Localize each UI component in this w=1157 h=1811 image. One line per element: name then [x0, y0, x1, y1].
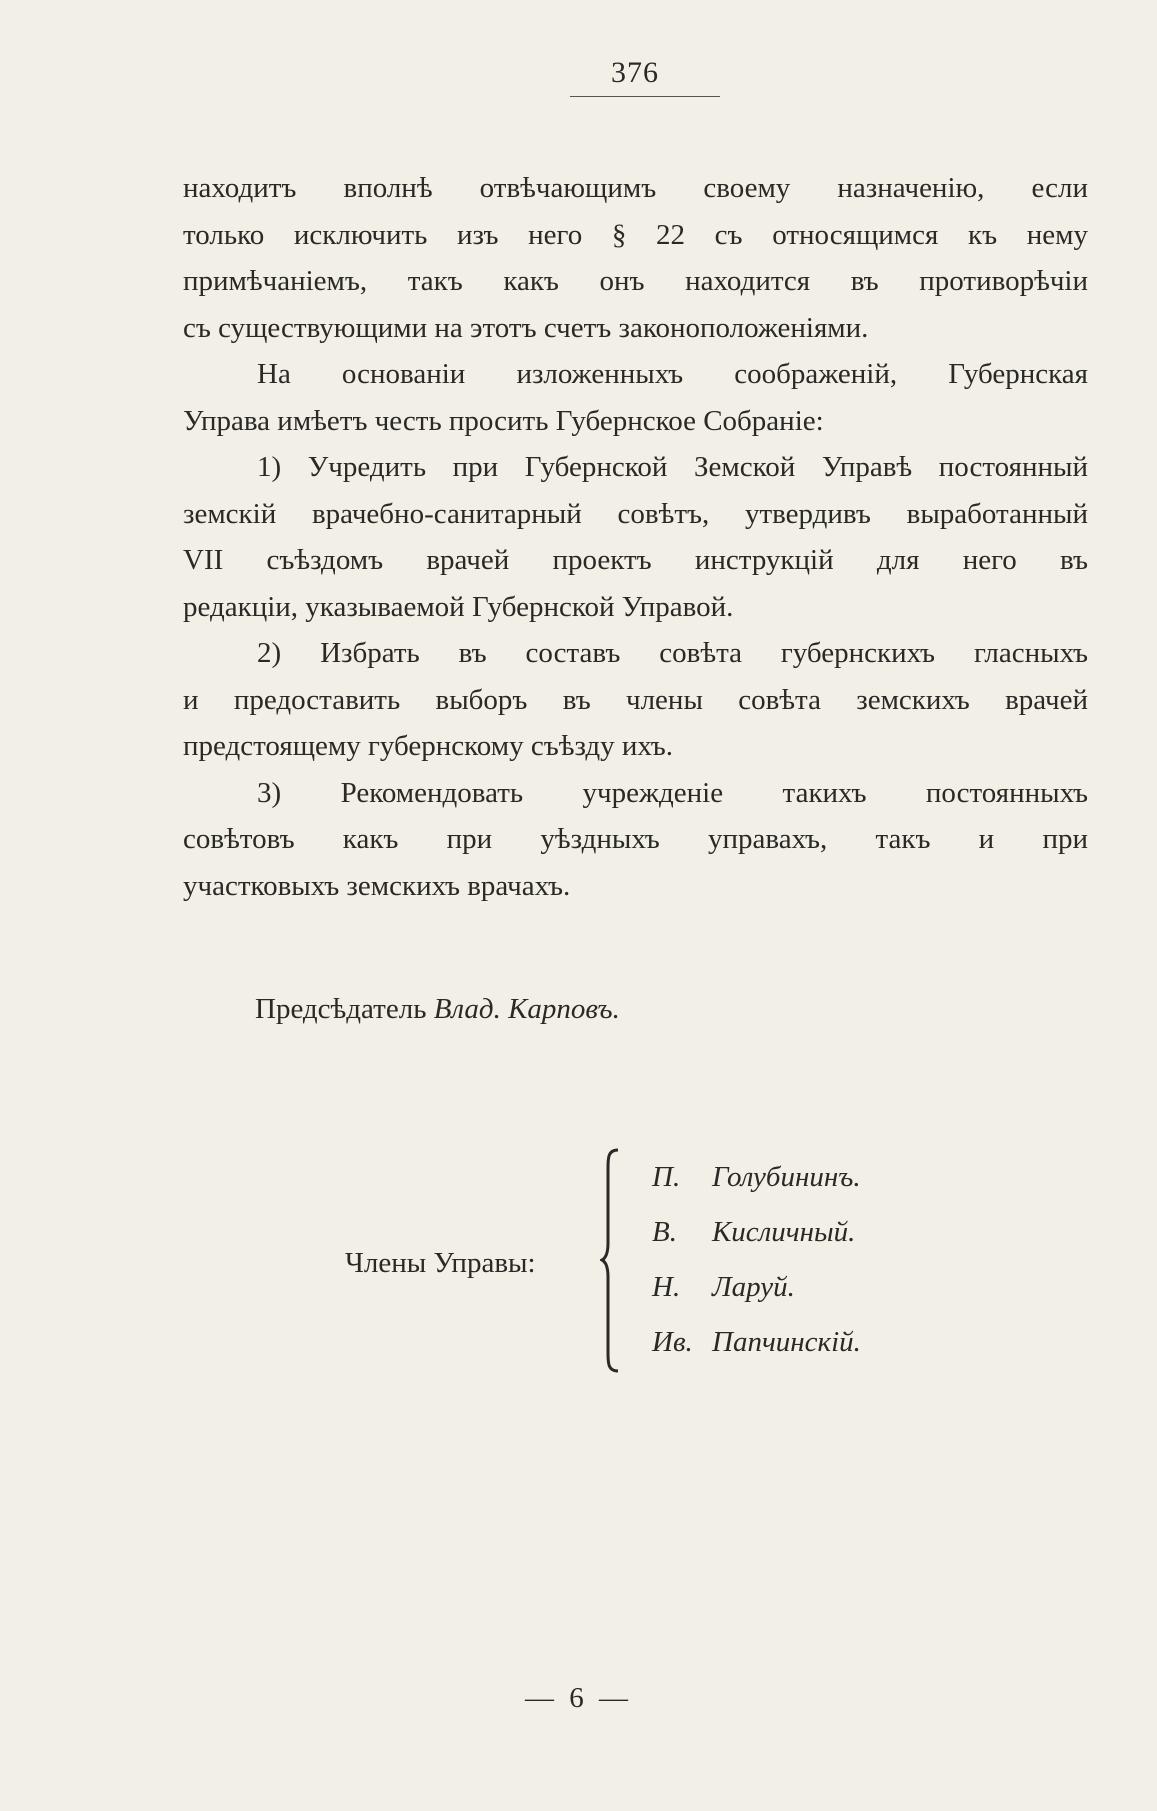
member-surname: Папчинскій.: [712, 1326, 861, 1358]
curly-brace-icon: [600, 1148, 622, 1373]
text-line: редакціи, указываемой Губернской Управой.: [183, 590, 734, 623]
text-line: съ существующими на этотъ счетъ законоположеніями.: [183, 311, 869, 344]
text-line: совѣтовъ какъ при уѣздныхъ управахъ, такъ и при: [183, 823, 1088, 855]
chairman-signature-line: [255, 993, 620, 1026]
member-surname: Кисличный.: [712, 1216, 856, 1248]
member-signature: [652, 1150, 861, 1205]
member-initial: Н.: [652, 1271, 681, 1303]
member-initial: В.: [652, 1216, 677, 1248]
members-list: [652, 1150, 861, 1370]
text-line: предстоящему губернскому съѣзду ихъ.: [183, 730, 674, 762]
text-line: примѣчаніемъ, такъ какъ онъ находится въ противорѣчіи: [183, 265, 1088, 297]
member-surname: Ларуй.: [712, 1271, 795, 1303]
chairman-signature: Влад. Карповъ.: [433, 993, 620, 1025]
footer-sheet-number: — 6 —: [525, 1682, 632, 1714]
text-line: 3) Рекомендовать учрежденіе такихъ постоянныхъ: [257, 776, 1088, 809]
members-label: Члены Управы:: [345, 1247, 536, 1279]
member-initial: П.: [652, 1161, 681, 1193]
body-text: [183, 165, 1088, 909]
text-line: Управа имѣетъ честь просить Губернское Собраніе:: [183, 404, 824, 437]
text-line: и предоставить выборъ въ члены совѣта земскихъ врачей: [183, 683, 1088, 716]
text-line: На основаніи изложенныхъ соображеній, Губернская: [257, 358, 1088, 390]
text-line: только исключить изъ него § 22 съ относящимся къ нему: [183, 218, 1088, 251]
member-signature: [652, 1315, 861, 1370]
text-line: 2) Избрать въ составъ совѣта губернскихъ гласныхъ: [257, 637, 1088, 669]
text-line: земскій врачебно-санитарный совѣтъ, утвердивъ выработанный: [183, 497, 1088, 530]
page-number: 376: [611, 56, 659, 89]
text-line: находитъ вполнѣ отвѣчающимъ своему назначенію, если: [183, 172, 1088, 204]
member-signature: [652, 1205, 861, 1260]
text-line: VII съѣздомъ врачей проектъ инструкцій для него въ: [183, 544, 1088, 576]
page-number-rule: [570, 96, 720, 97]
member-signature: [652, 1260, 861, 1315]
text-line: участковыхъ земскихъ врачахъ.: [183, 869, 571, 902]
member-surname: Голубининъ.: [712, 1161, 861, 1193]
text-line: 1) Учредить при Губернской Земской Управѣ постоянный: [257, 451, 1088, 483]
chairman-label: Предсѣдатель: [255, 993, 427, 1025]
member-initial: Ив.: [652, 1326, 693, 1358]
